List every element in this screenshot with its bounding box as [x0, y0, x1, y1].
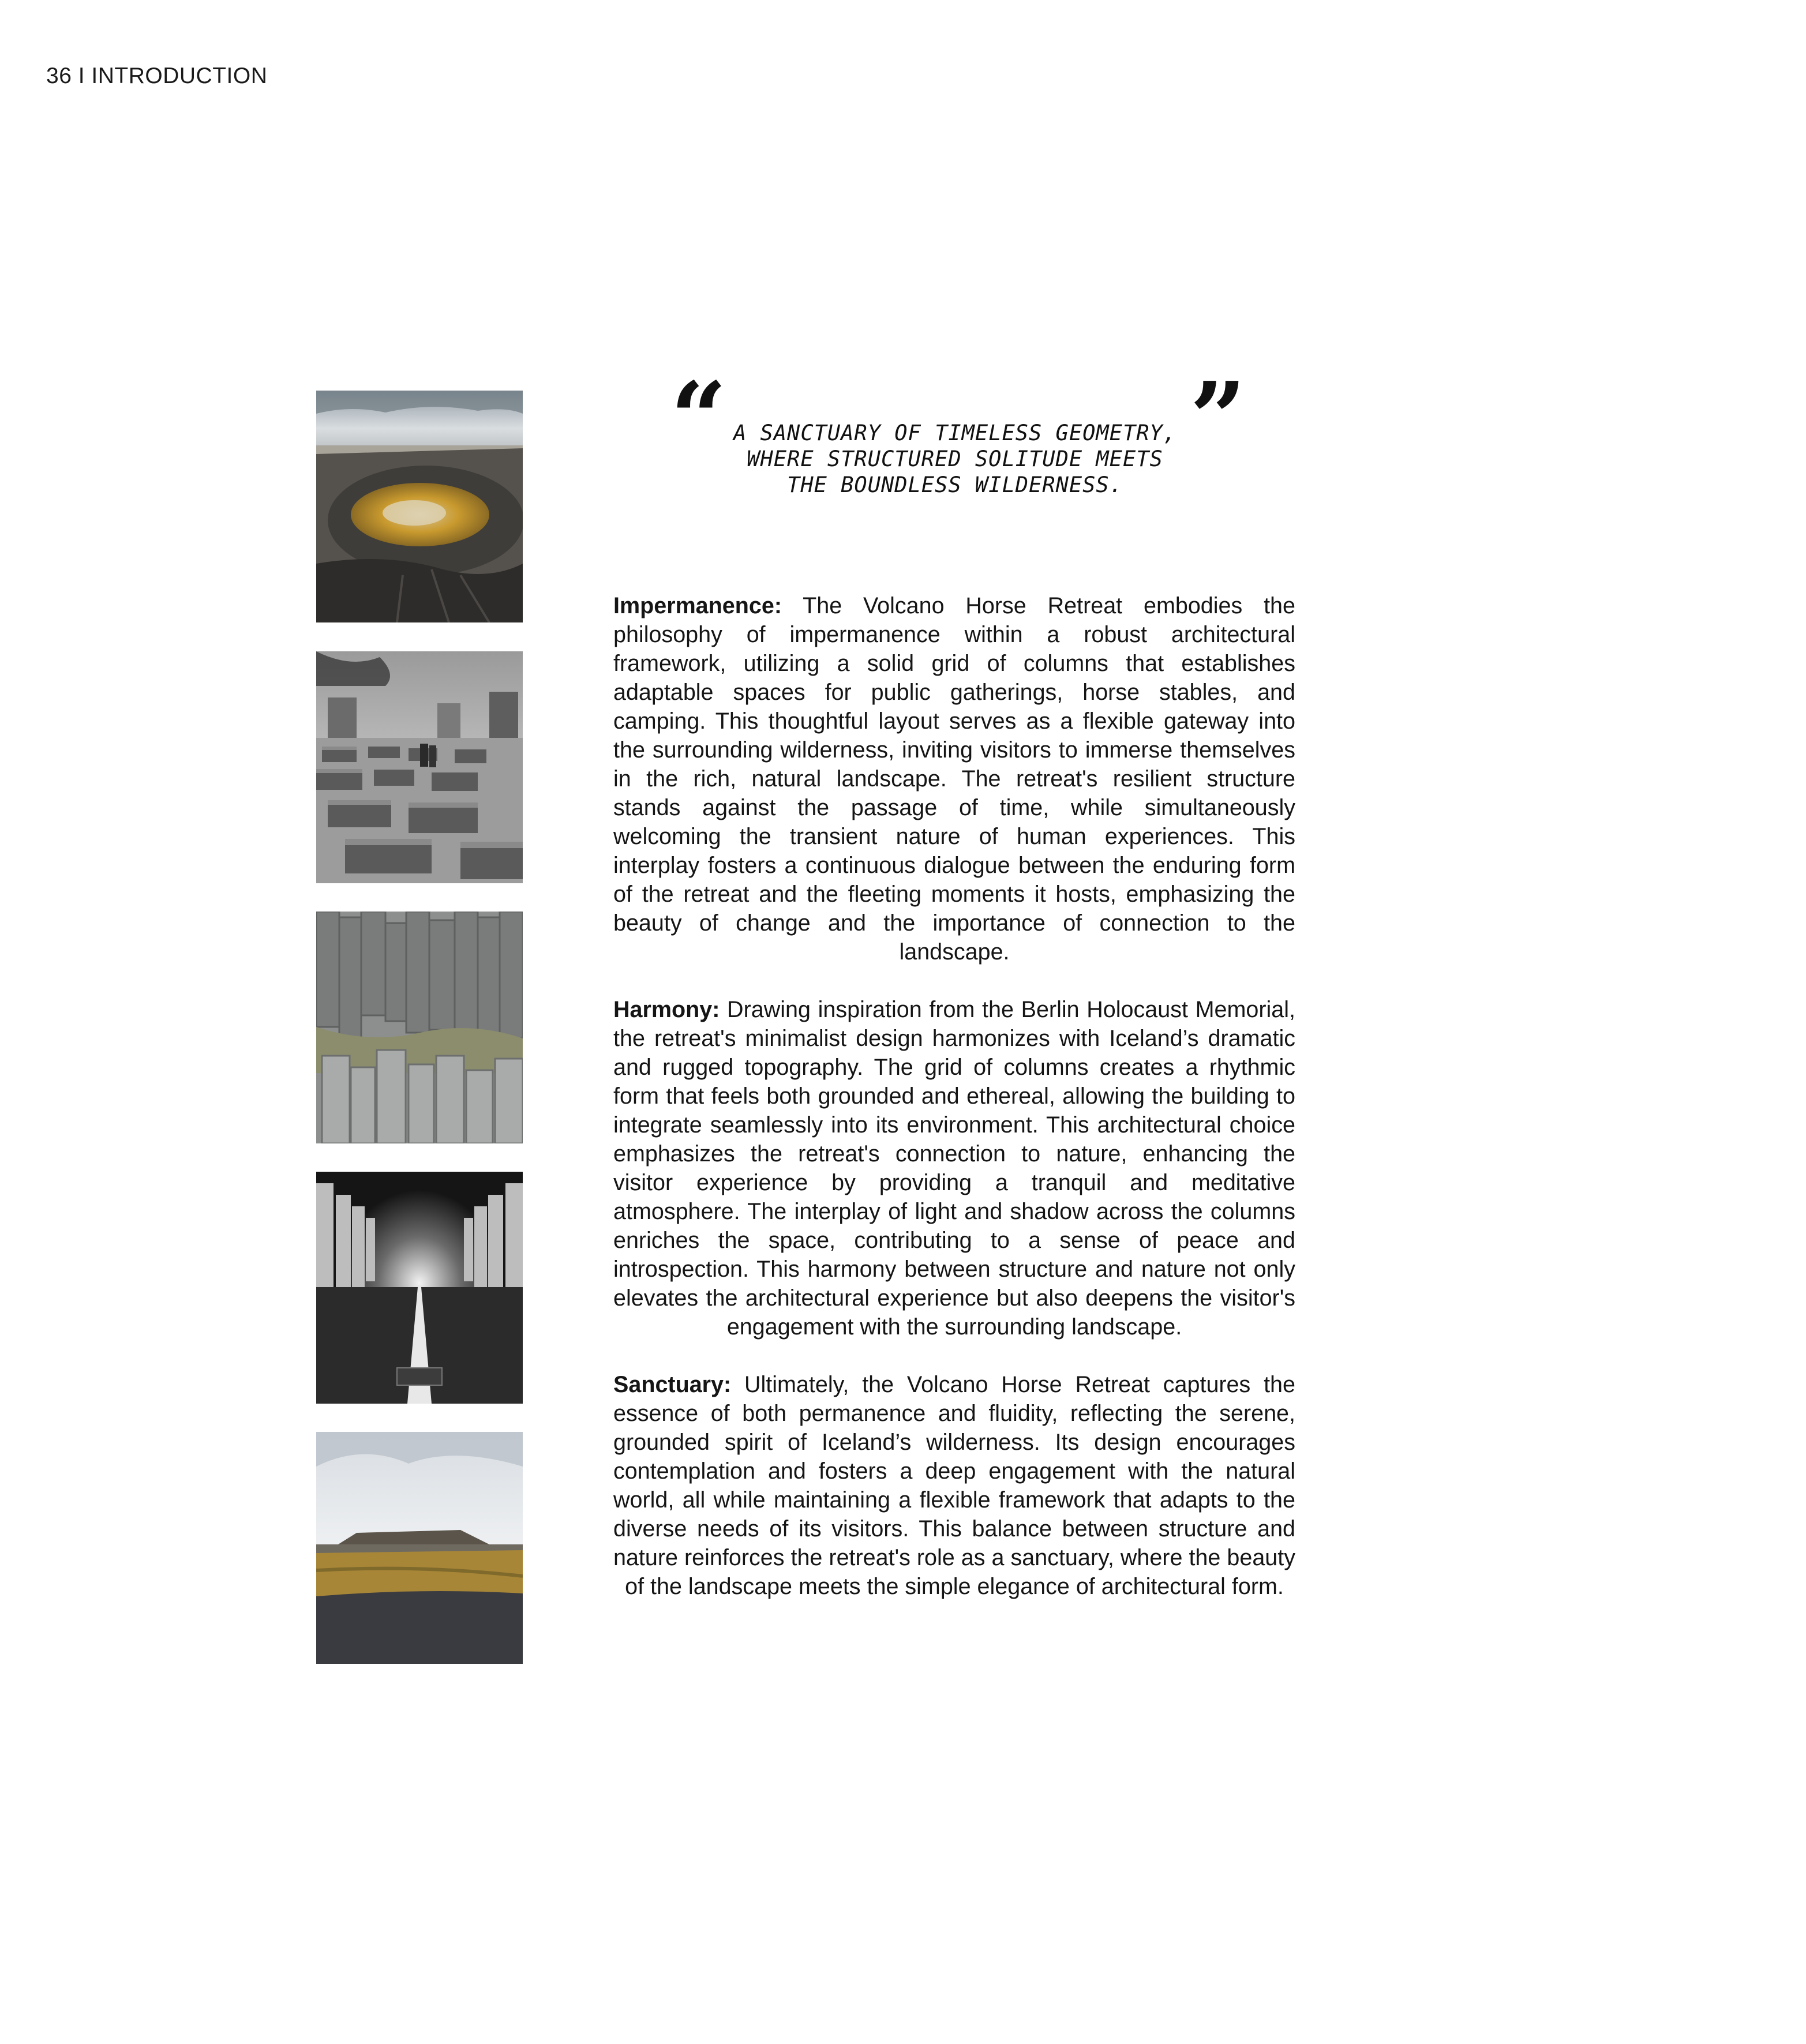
close-quote-mark: ”	[1190, 361, 1246, 476]
plateau-landscape-photo	[316, 1432, 523, 1664]
running-head: 36 I INTRODUCTION	[46, 63, 268, 88]
section-body: Ultimately, the Volcano Horse Retreat captures the essence of both permanence and fluidity, reflecting the serene, grounded spirit of Iceland’s wilderness. Its design encourages contemplation and fosters a deep engagement with the natural world, all while maintaining a flexible framework that adapts to the diverse needs of its visitors. This balance between structure and nature reinforces the retreat's role as a sanctuary, where the beauty of the landscape meets the simple elegance of architectural form.	[613, 1372, 1295, 1599]
section-body: Drawing inspiration from the Berlin Holocaust Memorial, the retreat's minimalist design harmonizes with Iceland’s dramatic and rugged topography. The grid of columns creates a rhythmic form that feels both grounded and ethereal, allowing the building to integrate seamlessly into its environment. This architectural choice emphasizes the retreat's connection to nature, enhancing the visitor experience by providing a tranquil and meditative atmosphere. The interplay of light and shadow across the columns enriches the space, contributing to a sense of peace and introspection. This harmony between structure and nature not only elevates the architectural experience but also deepens the visitor's engagement with the surrounding landscape.	[613, 997, 1295, 1340]
body-text	[613, 591, 1295, 1630]
section-body: The Volcano Horse Retreat embodies the philosophy of impermanence within a robust architectural framework, utilizing a solid grid of columns that establishes adaptable spaces for public gatherings, horse stables, and camping. This thoughtful layout serves as a flexible gateway into the surrounding wilderness, inviting visitors to immerse themselves in the rich, natural landscape. The retreat's resilient structure stands against the passage of time, while simultaneously welcoming the transient nature of human experiences. This interplay fosters a continuous dialogue between the enduring form of the retreat and the fleeting moments it hosts, emphasizing the beauty of change and the importance of connection to the landscape.	[613, 593, 1295, 965]
harmony-paragraph	[613, 995, 1295, 1341]
pull-quote: A SANCTUARY OF TIMELESS GEOMETRY, WHERE STRUCTURED SOLITUDE MEETS THE BOUNDLESS WILDERNESS.	[733, 421, 1177, 497]
memorial-photo	[316, 651, 523, 883]
impermanence-paragraph	[613, 591, 1295, 966]
section-term: Impermanence:	[613, 593, 782, 618]
crater-photo	[316, 391, 523, 622]
open-quote-mark: “	[670, 361, 727, 476]
column-corridor-photo	[316, 1172, 523, 1404]
section-term: Sanctuary:	[613, 1372, 732, 1397]
section-term: Harmony:	[613, 997, 720, 1022]
sanctuary-paragraph	[613, 1370, 1295, 1601]
basalt-columns-photo	[316, 912, 523, 1143]
